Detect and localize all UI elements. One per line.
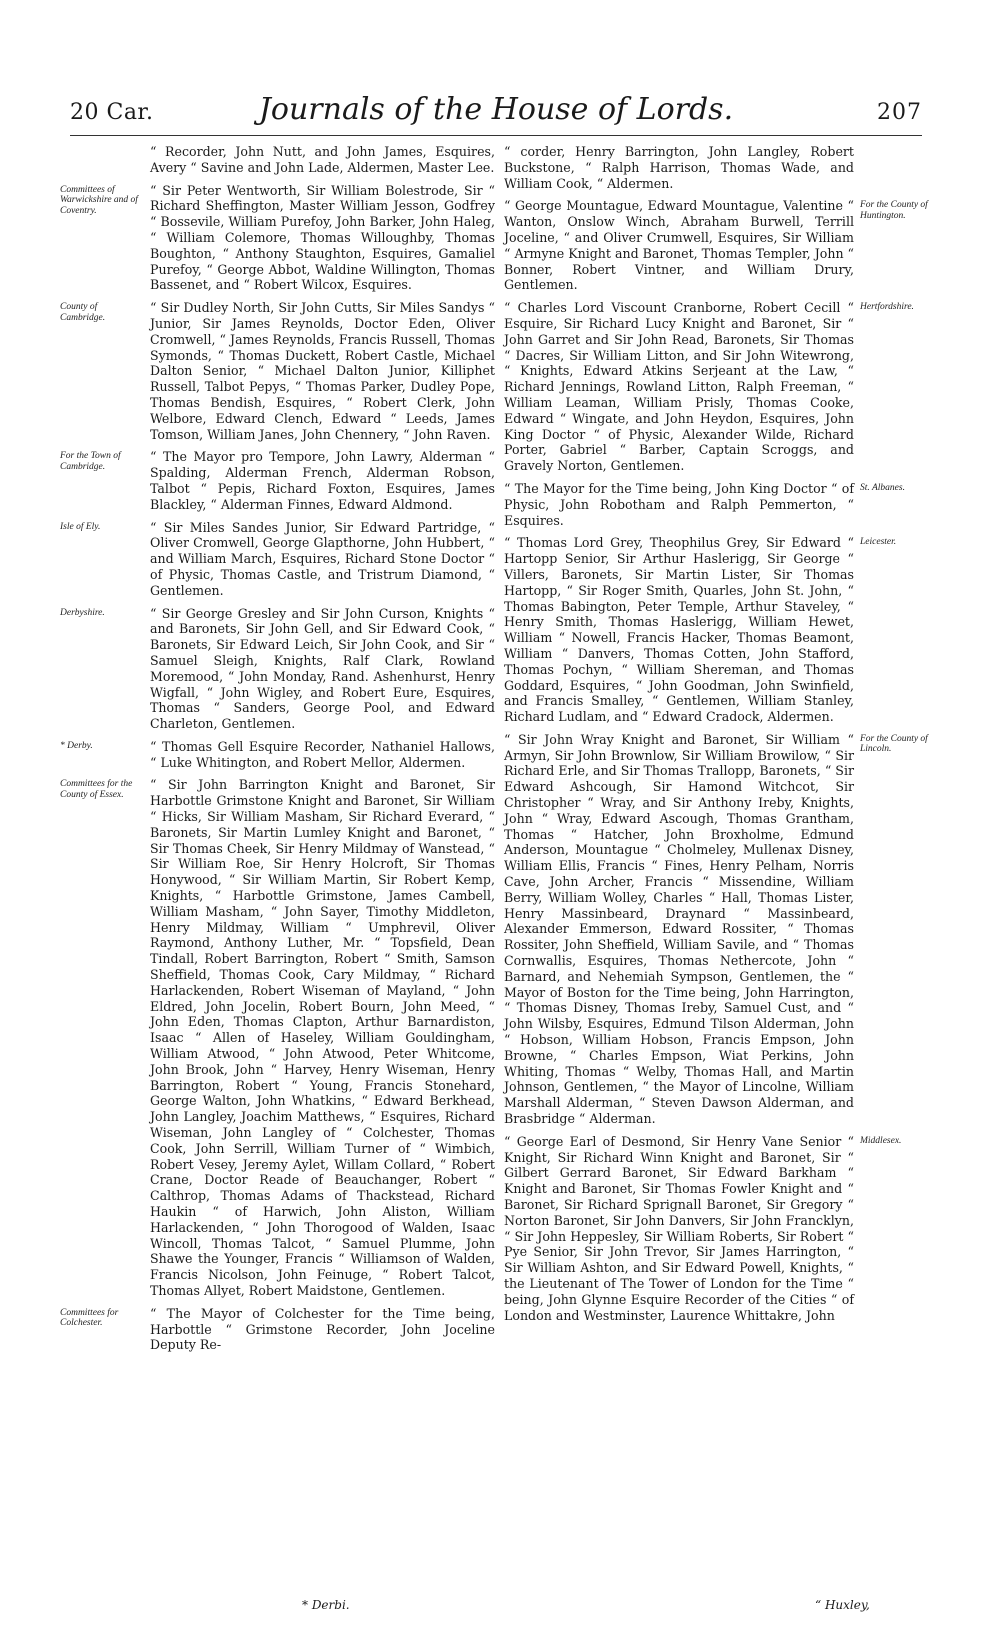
entry-text: “ The Mayor pro Tempore, John Lawry, Alderman “ Spalding, Alderman French, Alderman Robson, Talbot “ Pepis, Richard Foxton, Esquires, James Blackley, “ Alderman Finnes, Edward Aldmond. — [150, 449, 495, 512]
header-rule — [70, 135, 922, 136]
entry-text: “ Sir George Gresley and Sir John Curson, Knights “ and Baronets, Sir John Gell, and Sir Edward Cook, “ Baronets, Sir Edward Leich, Sir John Cook, and Sir “ Samuel Sleigh, Knights, Ralf Clark, Rowland Moremood, “ John Monday, Rand. Ashenhurst, Henry Wigfall, “ John Wigley, and Robert Eure, Esquires, Thomas “ Sanders, George Pool, and Edward Charleton, Gentlemen. — [150, 605, 495, 732]
margin-note: County of Cambridge. — [60, 302, 106, 323]
margin-note: Committees for the County of Essex. — [60, 779, 133, 800]
entry-text: “ Sir Miles Sandes Junior, Sir Edward Partridge, “ Oliver Cromwell, George Glapthorne, John Hubbert, “ and William March, Esquires, Richard Stone Doctor “ of Physic, Thomas Castle, and Tristrum Diamond, “ Gentlemen. — [150, 519, 495, 598]
margin-note: St. Albanes. — [860, 482, 905, 493]
margin-note: For the County of Huntington. — [860, 200, 928, 221]
committee-entry — [504, 198, 928, 293]
committee-entry — [60, 777, 495, 1298]
committee-entry — [60, 605, 495, 732]
entry-text: “ The Mayor of Colchester for the Time being, Harbottle “ Grimstone Recorder, John Joceline Deputy Re- — [150, 1305, 495, 1353]
entry-text: “ The Mayor for the Time being, John King Doctor “ of Physic, John Robotham and Ralph Pemmerton, “ Esquires. — [504, 480, 854, 528]
journal-title: Journals of the House of Lords. — [258, 92, 734, 127]
left-column — [60, 144, 495, 1360]
committee-entry — [504, 731, 928, 1127]
margin-note: Middlesex. — [860, 1135, 902, 1146]
committee-entry — [504, 1133, 902, 1324]
footnote-marker: * Derbi. — [302, 1598, 350, 1612]
committee-entry — [504, 144, 854, 191]
entry-text: “ Thomas Gell Esquire Recorder, Nathaniel Hallows, “ Luke Whitington, and Robert Mellor, Aldermen. — [150, 738, 495, 770]
entry-text: “ George Mountague, Edward Mountague, Valentine “ Wanton, Onslow Winch, Abraham Burwell, Terrill Joceline, “ and Oliver Crumwell, Esquires, Sir William “ Armyne Knight and Baronet, Thomas Templer, John “ Bonner, Robert Vintner, and William Drury, Gentlemen. — [504, 198, 854, 293]
committee-entry — [60, 300, 495, 442]
margin-note: Leicester. — [860, 537, 897, 548]
regnal-year: 20 Car. — [70, 100, 154, 125]
margin-note: Derbyshire. — [60, 607, 105, 618]
catchword: “ Huxley, — [815, 1598, 870, 1612]
entry-text: “ Sir Dudley North, Sir John Cutts, Sir Miles Sandys “ Junior, Sir James Reynolds, Doctor Eden, Oliver Cromwell, “ James Reynolds, Francis Russell, Thomas Symonds, “ Thomas Duckett, Robert Castle, Michael Dalton Senior, “ Michael Dalton Junior, Killiphet Russell, Talbot Pepys, “ Thomas Parker, Dudley Pope, Thomas Bendish, Esquires, “ Robert Clerk, John Welbore, Edward Clench, Edward “ Leeds, James Tomson, William Janes, John Chennery, “ John Raven. — [150, 300, 495, 442]
committee-entry — [60, 519, 495, 599]
entry-text: “ Sir John Wray Knight and Baronet, Sir William “ Armyn, Sir John Brownlow, Sir William Browilow, “ Sir Richard Erle, and Sir Thomas Trallopp, Baronets, “ Sir Edward Ashcough, Sir Hamond Witchcot, Sir Christopher “ Wray, and Sir Anthony Ireby, Knights, John “ Wray, Edward Ascough, Thomas Grantham, Thomas “ Hatcher, John Broxholme, Edmund Anderson, Mountague “ Cholmeley, Mullenax Disney, William Ellis, Francis “ Fines, Henry Pelham, Norris Cave, John Archer, Francis “ Missendine, William Berry, William Wolley, Charles “ Hall, Thomas Lister, Henry Massinbeard, Draynard “ Massinbeard, Alexander Emmerson, Edward Rossiter, “ Thomas Rossiter, John Sheffield, William Savile, and “ Thomas Cornwallis, Esquires, Thomas Nethercote, John “ Barnard, and Nehemiah Sympson, Gentlemen, the “ Mayor of Boston for the Time being, John Harrington, “ Thomas Disney, Thomas Ireby, Samuel Cust, and “ John Wilsby, Esquires, Edmund Tilson Alderman, John “ Hobson, William Hobson, Francis Empson, John Browne, “ Charles Empson, Wiat Perkins, John Whiting, Thomas “ Welby, Thomas Hall, and Martin Johnson, Gentlemen, “ the Mayor of Lincolne, William Marshall Alderman, “ Steven Dawson Alderman, and Brasbridge “ Alderman. — [504, 731, 854, 1127]
right-column — [504, 144, 928, 1330]
entry-text: “ Thomas Lord Grey, Theophilus Grey, Sir Edward “ Hartopp Senior, Sir Arthur Haslerigg, Sir George “ Villers, Baronets, Sir Martin Lister, Sir Thomas Hartopp, “ Sir Roger Smith, Quarles, John St. John, “ Thomas Babington, Peter Temple, Arthur Staveley, “ Henry Smith, Thomas Haslerigg, William Hewet, William “ Nowell, Francis Hacker, Thomas Beamont, William “ Danvers, Thomas Cotten, John Stafford, Thomas Pochyn, “ William Shereman, and Thomas Goddard, Esquires, “ John Goodman, John Swinfield, and Francis Smalley, “ Gentlemen, William Stanley, Richard Ludlam, and “ Edward Cradock, Aldermen. — [504, 535, 854, 725]
committee-entry — [60, 1305, 495, 1353]
entry-text: “ George Earl of Desmond, Sir Henry Vane Senior “ Knight, Sir Richard Winn Knight and Baronet, Sir “ Gilbert Gerrard Baronet, Sir Edward Barkham “ Knight and Baronet, Sir Thomas Fowler Knight and “ Baronet, Sir Richard Sprignall Baronet, Sir Gregory “ Norton Baronet, Sir John Danvers, Sir John Francklyn, “ Sir John Heppesley, Sir William Roberts, Sir Robert “ Pye Senior, Sir John Trevor, Sir James Harrington, “ Sir William Ashton, and Sir Edward Powell, Knights, “ the Lieutenant of The Tower of London for the Time “ being, John Glynne Esquire Recorder of the Cities “ of London and Westminster, Laurence Whittakre, John — [504, 1133, 854, 1323]
entry-text: “ Sir Peter Wentworth, Sir William Bolestrode, Sir “ Richard Sheffington, Master William Jesson, Godfrey “ Bossevile, William Purefoy, John Barker, John Haleg, “ William Colemore, Thomas Willoughby, Thomas Boughton, “ Anthony Staughton, Esquires, Gamaliel Purefoy, “ George Abbot, Waldine Willington, Thomas Bassenet, and “ Robert Wilcox, Esquires. — [150, 182, 495, 293]
entry-text: “ Sir John Barrington Knight and Baronet, Sir Harbottle Grimstone Knight and Baronet, Sir William “ Hicks, Sir William Masham, Sir Richard Everard, “ Baronets, Sir Martin Lumley Knight and Baronet, “ Sir Thomas Cheek, Sir Henry Mildmay of Wanstead, “ Sir William Roe, Sir Henry Holcroft, Sir Thomas Honywood, “ Sir William Martin, Sir Robert Kemp, Knights, “ Harbottle Grimstone, James Cambell, William Masham, “ John Sayer, Timothy Middleton, Henry Mildmay, William “ Umphrevil, Oliver Raymond, Anthony Luther, Mr. “ Topsfield, Dean Tindall, Robert Barrington, Robert “ Smith, Samson Sheffield, Thomas Cook, Cary Mildmay, “ Richard Harlackenden, Robert Wiseman of Mayland, “ John Eldred, John Jocelin, Robert Bourn, John Meed, “ John Eden, Thomas Clapton, Arthur Barnardiston, Isaac “ Allen of Haseley, William Gouldingham, William Atwood, “ John Atwood, Peter Whitcome, John Brook, John “ Harvey, Henry Wiseman, Henry Barrington, Robert “ Young, Francis Stonehard, George Walton, John Whatkins, “ Edward Berkhead, John Langley, Joachim Matthews, “ Esquires, Richard Wiseman, John Langley of “ Colchester, Thomas Cook, John Serrill, William Turner of “ Wimbich, Robert Vesey, Jeremy Aylet, Willam Collard, “ Robert Crane, Doctor Reade of Beauchanger, Robert “ Calthrop, Thomas Adams of Thackstead, Richard Haukin “ of Harwich, John Aliston, William Harlackenden, “ John Thorogood of Walden, Isaac Wincoll, Thomas Talcot, “ Samuel Plumme, John Shawe the Younger, Francis “ Williamson of Walden, Francis Nicolson, John Feinuge, “ Robert Talcot, Thomas Allyet, Robert Maidstone, Gentlemen. — [150, 777, 495, 1298]
entry-text: “ corder, Henry Barrington, John Langley, Robert Buckstone, “ Ralph Harrison, Thomas Wade, and William Cook, “ Aldermen. — [504, 144, 854, 191]
margin-note: * Derby. — [60, 740, 93, 751]
committee-entry — [504, 535, 897, 725]
page-header — [70, 92, 922, 132]
page-number: 207 — [877, 100, 922, 125]
margin-note: For the Town of Cambridge. — [60, 451, 121, 472]
committee-entry — [504, 300, 914, 474]
margin-note: Committees of Warwickshire and of Coventry. — [60, 184, 138, 216]
margin-note: Committees for Colchester. — [60, 1307, 119, 1329]
committee-entry — [150, 144, 495, 176]
committee-entry — [504, 480, 905, 528]
committee-entry — [60, 738, 495, 771]
margin-note: Isle of Ely. — [60, 521, 101, 532]
margin-note: Hertfordshire. — [860, 302, 914, 313]
entry-text: “ Recorder, John Nutt, and John James, Esquires, Avery “ Savine and John Lade, Aldermen, Master Lee. — [150, 144, 495, 175]
margin-note: For the County of Lincoln. — [860, 733, 928, 755]
committee-entry — [60, 449, 495, 512]
committee-entry — [60, 182, 495, 294]
entry-text: “ Charles Lord Viscount Cranborne, Robert Cecill “ Esquire, Sir Richard Lucy Knight and Baronet, Sir “ John Garret and Sir John Read, Baronets, Sir Thomas “ Dacres, Sir William Litton, and Sir John Witewrong, “ Knights, Edward Atkins Serjeant at the Law, “ Richard Jennings, Rowland Litton, Ralph Freeman, “ William Leaman, William Prisly, Thomas Cooke, Edward “ Wingate, and John Heydon, Esquires, John King Doctor “ of Physic, Alexander Wilde, Richard Porter, Gabriel “ Barber, Captain Scroggs, and Gravely Norton, Gentlemen. — [504, 300, 854, 474]
